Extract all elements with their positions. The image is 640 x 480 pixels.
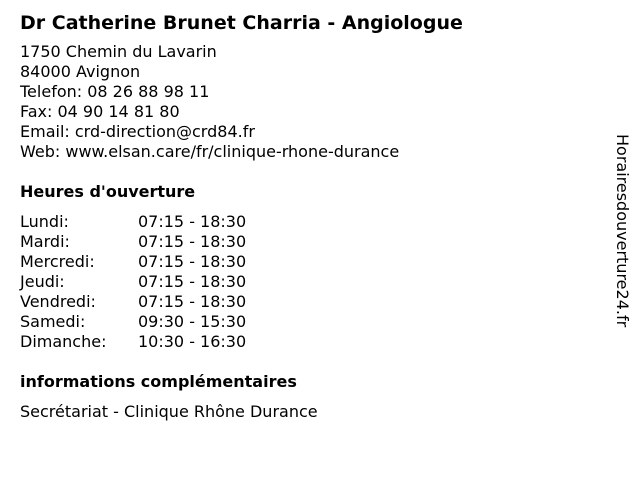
hours-heading: Heures d'ouverture: [20, 182, 196, 201]
day-label: Lundi:: [20, 212, 69, 231]
day-label: Dimanche:: [20, 332, 107, 351]
page-title: Dr Catherine Brunet Charria - Angiologue: [20, 12, 463, 34]
info-heading: informations complémentaires: [20, 372, 297, 391]
hours-row: [20, 332, 600, 352]
contact-block: [20, 42, 600, 162]
address-street: 1750 Chemin du Lavarin: [20, 42, 217, 61]
hours-row: [20, 292, 600, 312]
fax-number: Fax: 04 90 14 81 80: [20, 102, 180, 121]
hours-row: [20, 312, 600, 332]
business-card: [20, 10, 600, 422]
time-range: 07:15 - 18:30: [138, 252, 247, 271]
address-city: 84000 Avignon: [20, 62, 141, 81]
time-range: 07:15 - 18:30: [138, 272, 247, 291]
time-range: 07:15 - 18:30: [138, 292, 247, 311]
time-range: 09:30 - 15:30: [138, 312, 247, 331]
email-link[interactable]: Email: crd-direction@crd84.fr: [20, 122, 255, 141]
site-watermark: Horairesdouverture24.fr: [613, 134, 632, 328]
phone-number: Telefon: 08 26 88 98 11: [20, 82, 210, 101]
day-label: Vendredi:: [20, 292, 96, 311]
hours-row: [20, 212, 600, 232]
hours-row: [20, 232, 600, 252]
time-range: 10:30 - 16:30: [138, 332, 247, 351]
hours-table: [20, 212, 600, 352]
day-label: Jeudi:: [20, 272, 65, 291]
day-label: Mardi:: [20, 232, 70, 251]
hours-row: [20, 252, 600, 272]
hours-row: [20, 272, 600, 292]
info-text: Secrétariat - Clinique Rhône Durance: [20, 402, 318, 421]
day-label: Samedi:: [20, 312, 86, 331]
time-range: 07:15 - 18:30: [138, 232, 247, 251]
website-link[interactable]: Web: www.elsan.care/fr/clinique-rhone-durance: [20, 142, 400, 161]
time-range: 07:15 - 18:30: [138, 212, 247, 231]
day-label: Mercredi:: [20, 252, 95, 271]
